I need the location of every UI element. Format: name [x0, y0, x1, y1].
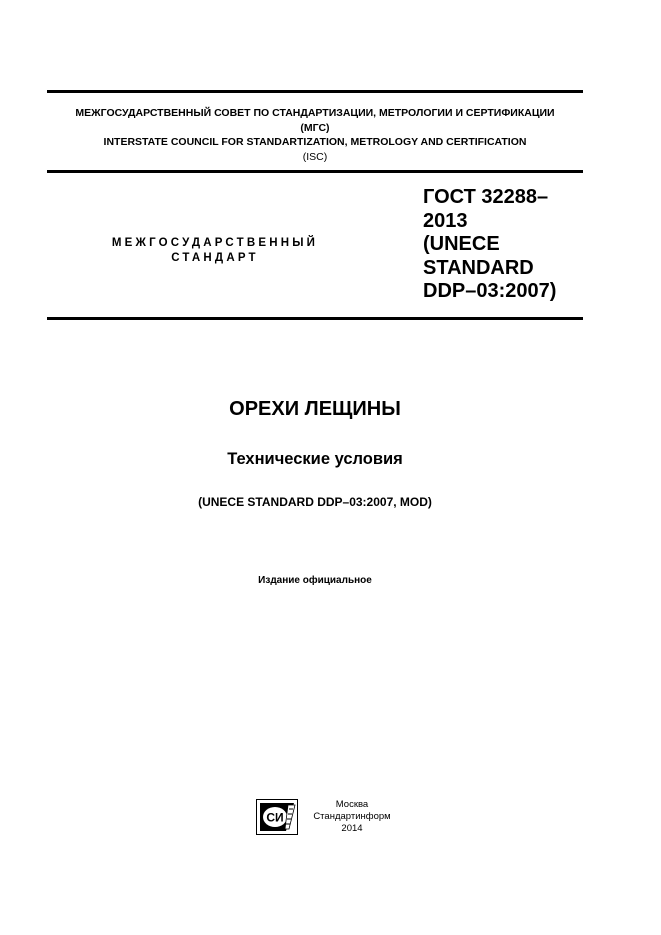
- standard-number-line4: STANDARD: [423, 256, 534, 279]
- standard-kind: [100, 236, 330, 266]
- council-name-en: INTERSTATE COUNCIL FOR STANDARTIZATION, METROLOGY AND CERTIFICATION: [103, 136, 527, 148]
- standard-kind-line1: МЕЖГОСУДАРСТВЕННЫЙ: [111, 237, 319, 249]
- standard-number-line5: DDP–03:2007): [423, 280, 557, 302]
- council-header: [47, 106, 583, 164]
- publisher-year: 2014: [341, 823, 363, 834]
- document-title: ОРЕХИ ЛЕЩИНЫ: [229, 398, 401, 420]
- standard-number-line3: (UNECE: [423, 233, 500, 255]
- standard-number-line1: ГОСТ 32288–: [423, 186, 549, 208]
- middle-rule: [47, 170, 583, 173]
- publisher-imprint: [304, 799, 400, 835]
- publisher-city: Москва: [335, 799, 369, 810]
- standard-number: [423, 186, 583, 304]
- council-abbr-ru: (МГС): [300, 121, 330, 134]
- top-rule: [47, 90, 583, 93]
- standard-kind-line2: СТАНДАРТ: [171, 252, 259, 264]
- document-subtitle: Технические условия: [227, 450, 403, 468]
- edition-note: Издание официальное: [258, 575, 372, 586]
- svg-text:СИ: СИ: [266, 810, 284, 825]
- bottom-rule: [47, 317, 583, 320]
- standartinform-logo: [256, 799, 298, 835]
- international-reference: (UNECE STANDARD DDP–03:2007, MOD): [198, 495, 432, 509]
- council-name-ru: МЕЖГОСУДАРСТВЕННЫЙ СОВЕТ ПО СТАНДАРТИЗАЦИИ, МЕТРОЛОГИИ И СЕРТИФИКАЦИИ: [75, 107, 555, 119]
- council-abbr-en: (ISC): [302, 150, 328, 163]
- publisher-name: Стандартинформ: [313, 811, 391, 822]
- standard-number-line2: 2013: [423, 209, 468, 232]
